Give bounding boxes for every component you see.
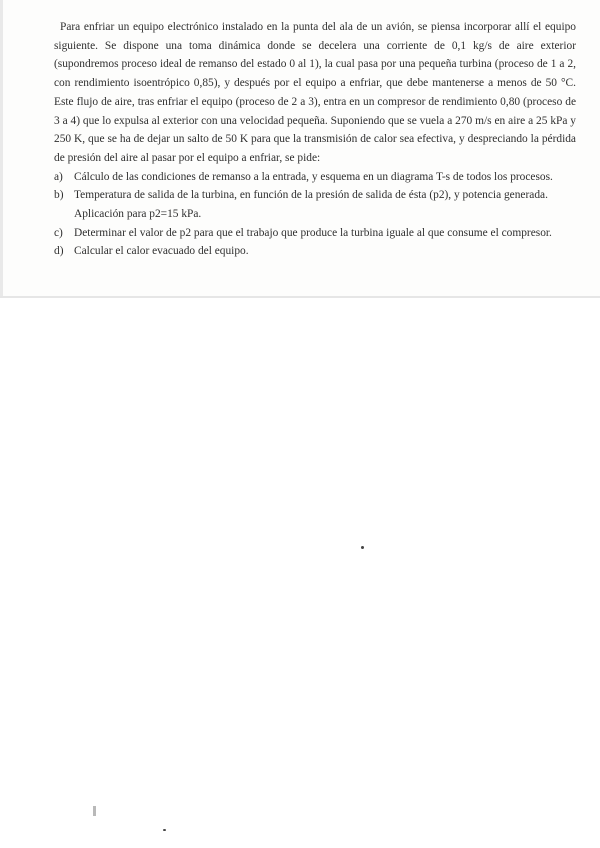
question-marker: c) <box>54 226 63 239</box>
question-text: Temperatura de salida de la turbina, en función de la presión de salida de ésta (p2), y potencia generada. Aplicación para p2=15 kPa. <box>74 189 548 221</box>
scan-speck <box>361 546 364 549</box>
question-item-b <box>54 186 576 223</box>
problem-statement <box>54 18 576 261</box>
question-text: Determinar el valor de p2 para que el trabajo que produce la turbina iguale al que consume el compresor. <box>74 226 552 239</box>
blank-lower-area <box>0 298 600 848</box>
problem-intro: Para enfriar un equipo electrónico instalado en la punta del ala de un avión, se piensa incorporar allí el equipo siguiente. Se dispone una toma dinámica donde se decelera una corriente de 0,1 kg/s de aire exterior (supondremos proceso ideal de remanso del estado 0 al 1), la cual pasa por una pequeña turbina (proceso de 1 a 2, con rendimiento isoentrópico 0,85), y después por el equipo a enfriar, que debe mantenerse a menos de 50 °C. Este flujo de aire, tras enfriar el equipo (proceso de 2 a 3), entra en un compresor de rendimiento 0,80 (proceso de 3 a 4) que lo expulsa al exterior con una velocidad pequeña. Suponiendo que se vuela a 270 m/s en aire a 25 kPa y 250 K, que se ha de dejar un salto de 50 K para que la transmisión de calor sea efectiva, y despreciando la pérdida de presión del aire al pasar por el equipo a enfriar, se pide: <box>54 21 576 164</box>
question-marker: d) <box>54 245 64 258</box>
question-item-d <box>54 242 576 261</box>
question-list <box>54 168 576 262</box>
scan-speck <box>163 829 166 831</box>
question-text: Cálculo de las condiciones de remanso a la entrada, y esquema en un diagrama T-s de todos los procesos. <box>74 170 553 183</box>
question-item-c <box>54 224 576 243</box>
question-marker: b) <box>54 189 64 202</box>
question-marker: a) <box>54 170 63 183</box>
question-item-a <box>54 168 576 187</box>
scan-mark <box>93 806 96 816</box>
scan-left-edge <box>0 0 3 300</box>
question-text: Calcular el calor evacuado del equipo. <box>74 245 249 258</box>
